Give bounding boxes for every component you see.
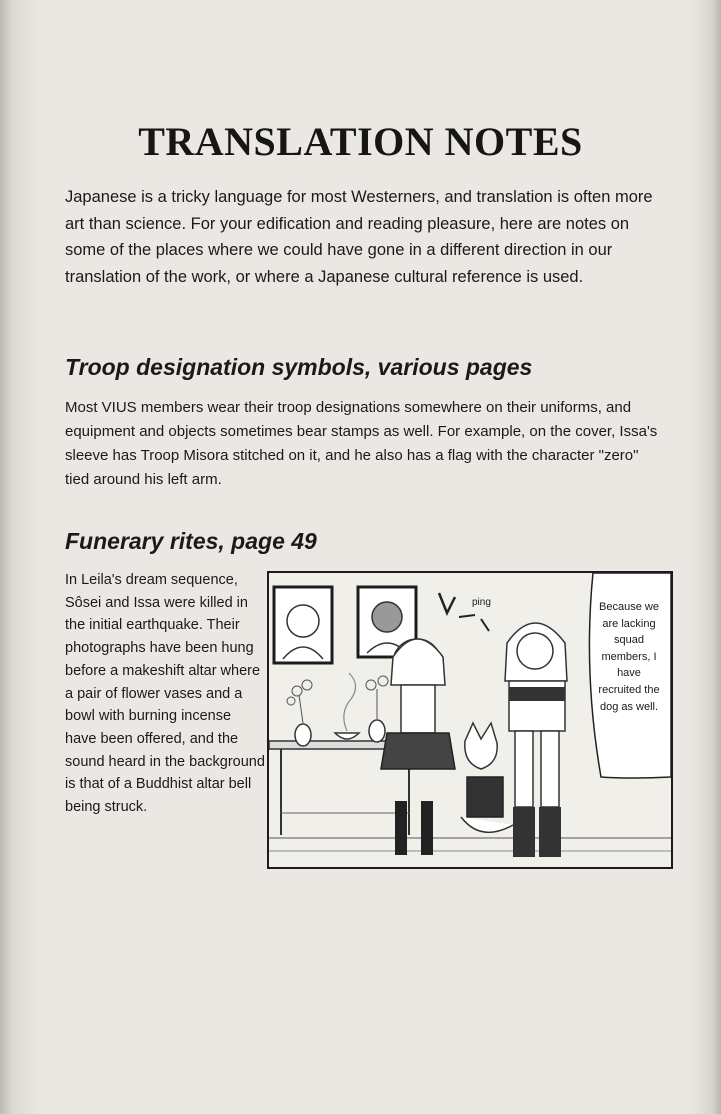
intro-paragraph: Japanese is a tricky language for most Westerners, and translation is often more art than science. For your edification and reading pleasure, here are notes on some of the places where we could have gone in a different direction in our translation of the work, or where a Japanese cultural reference is used. xyxy=(65,188,653,286)
section-body-funerary-rites: In Leila's dream sequence, Sôsei and Issa were killed in the initial earthquake. Their photographs have been hung before a makeshift altar where a pair of flower vases and a bowl with burning incense have been offered, and the sound heard in the background is that of a Buddhist altar bell being struck. xyxy=(65,572,265,816)
section-heading-funerary-rites: Funerary rites, page 49 xyxy=(65,528,317,554)
page-title: TRANSLATION NOTES xyxy=(138,119,583,164)
character-dog xyxy=(461,723,513,832)
section-heading-troop-symbols: Troop designation symbols, various pages xyxy=(65,354,533,380)
speech-bubble-text: Because we are lacking squad members, I have recruited the dog as well. xyxy=(598,601,660,713)
section-body-troop-symbols: Most VIUS members wear their troop designations somewhere on their uniforms, and equipment and objects sometimes bear stamps as well. For example, on the cover, Issa's sleeve has Troop Misora stitched on it, and he also has a flag with the character "zero" tied around his left arm. xyxy=(65,399,658,488)
portrait-frame-sosei xyxy=(274,587,332,663)
incense-bowl xyxy=(335,673,359,739)
sound-effect-text: ping xyxy=(472,597,491,608)
character-issa xyxy=(505,623,567,857)
character-leila xyxy=(381,639,455,855)
flower-vase-left xyxy=(287,680,312,746)
flower-vase-right xyxy=(366,676,388,742)
